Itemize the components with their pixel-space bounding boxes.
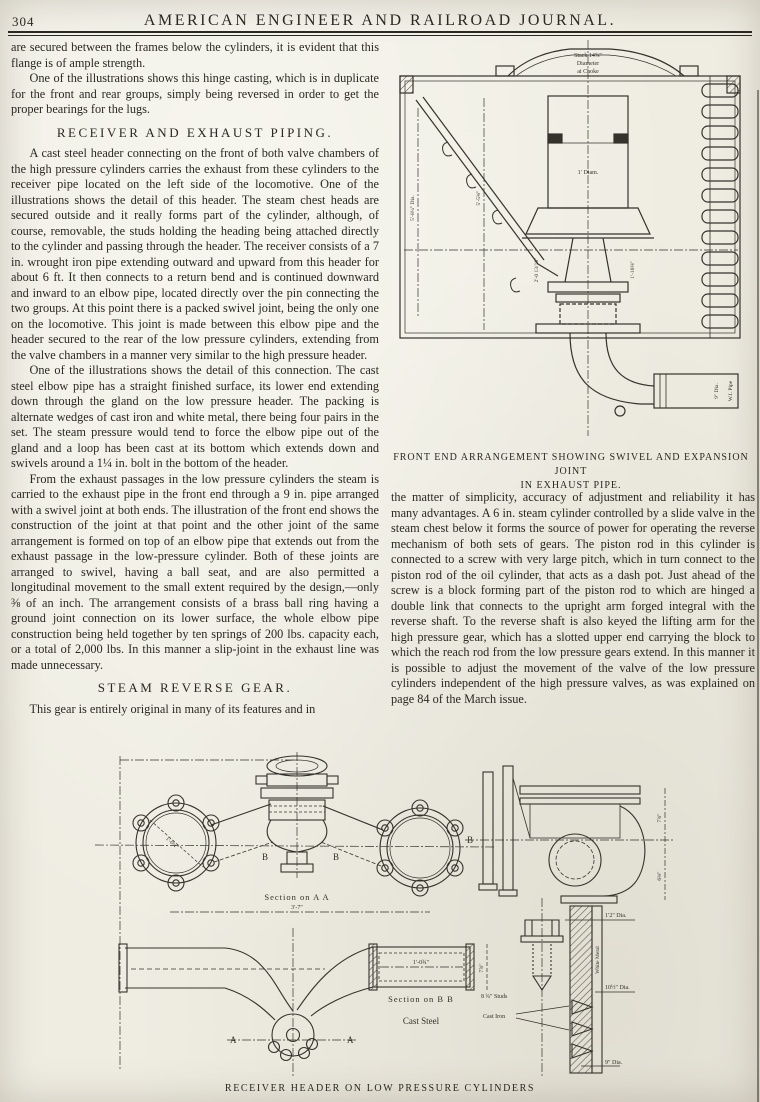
receiver-header-figure xyxy=(75,748,760,1080)
section-aa-label: Section on A A xyxy=(264,892,330,902)
journal-title: AMERICAN ENGINEER AND RAILROAD JOURNAL. xyxy=(143,12,617,29)
right-column xyxy=(391,490,755,707)
caption-line2: IN EXHAUST PIPE. xyxy=(520,480,622,491)
inner-pipe-diameter-label: 1′ Diam. xyxy=(577,170,599,176)
dim-a-label: 2′-0 13/16″ xyxy=(534,257,540,283)
receiver-header-figure-caption: RECEIVER HEADER ON LOW PRESSURE CYLINDERS xyxy=(224,1083,536,1094)
front-end-figure-caption xyxy=(385,451,757,493)
dim-b-label: 1′-10⅝″ xyxy=(630,261,636,279)
dim-height-label: 5′-5⅝″ xyxy=(476,190,482,206)
stack-label-line1: Stack 14⅝″ xyxy=(574,53,602,59)
front-end-figure xyxy=(388,38,756,446)
dim-11-label: 11″ xyxy=(618,134,624,142)
caption-line1: FRONT END ARRANGEMENT SHOWING SWIVEL AND EXPANSION JOINT xyxy=(393,452,749,477)
paragraph: are secured between the frames below the cylinders, it is evident that this flange is of ample strength. xyxy=(11,40,379,70)
section-heading-reverse-gear: STEAM REVERSE GEAR. xyxy=(97,680,293,695)
wi-pipe-label: W.I. Pipe xyxy=(728,380,734,402)
elevation-a-left-label: A xyxy=(230,1035,237,1045)
page-header xyxy=(0,6,760,34)
paragraph: This gear is entirely original in many of its features and in xyxy=(29,701,316,716)
cast-iron-label: Cast Iron xyxy=(483,1014,506,1020)
paragraph: A cast steel header connecting on the front of both valve chambers of the high pressure cylinders carries the exhaust from these cylinders to the receiver pipe located on the left side of the locomotive. One of the illustrations shows the detail of this header. The steam chest heads are secured outside and it really forms part of the cylinder, although, of course, removable, the studs holding the heading being attached directly to the cylinder and passing through the header. The receiver consists of a 7 in. wrought iron pipe extending outward and upward from this header for about 6 ft. It then connects to a return bend and is continued downward and inward to an elbow pipe, located directly over the pin connecting the two groups. At this point there is a packed swivel joint, being the only one on the locomotive. This joint is made between this elbow pipe and the header secured to the rear of the low pressure cylinders, extending from the valve chambers in a manner very similar to the high pressure header. xyxy=(11,146,379,362)
stack-label-line3: at Choke xyxy=(577,69,599,75)
section-heading-receiver: RECEIVER AND EXHAUST PIPING. xyxy=(56,124,334,140)
stack-label-line2: Diameter xyxy=(576,61,600,67)
cast-steel-label: Cast Steel xyxy=(402,1016,440,1026)
header-rule xyxy=(8,31,752,36)
section-bb-label: Section on B B xyxy=(388,994,454,1004)
white-metal-label: White Metal xyxy=(595,946,601,974)
paragraph: One of the illustrations shows the detail of this connection. The cast steel elbow pipe has a straight finished surface, its lower end extending down through the gland on the low pressure header. The packing is alternate wedges of cast iron and white metal, there being four pairs in the set. The steam pressure would tend to force the elbow pipe out of the gland and a loop has been cast at its bottom which extends down and swivels around a 1¼ in. bolt in the bottom of the header. xyxy=(11,363,379,470)
paragraph: From the exhaust passages in the low pressure cylinders the steam is carried to the exhaust pipe in the front end through a 9 in. pipe arranged with a swivel joint at both ends. The illustration of the front end shows the construction of the joint at that point and the other joint of the same arrangement is formed on top of an elbow pipe that extends out from the exhaust passage in the low-pressure cylinder. Both of these joints are arranged to swivel, having a ball seat, and are also permitted a longitudinal movement to the small extent required by the design,—only ⅜ of an inch. The arrangement consists of a brass ball ring having a ground joint connection on its lower surface, the whole elbow pipe construction being held together by ten springs of 200 lbs. capacity each, or a total of 2,000 lbs. In this manner a slip-joint in the exhaust line was made unnecessary. xyxy=(11,471,379,672)
dim-6-label: 6⅝″ xyxy=(657,871,663,881)
side-b-label: B xyxy=(467,835,474,845)
dia-9-label: 9″ Dia. xyxy=(605,1060,623,1066)
elevation-a-right-label: A xyxy=(347,1035,354,1045)
dia-10-label: 10½″ Dia. xyxy=(605,985,630,991)
plan-b-right-label: B xyxy=(333,852,340,862)
left-column xyxy=(11,40,379,717)
dim-left-dia-label: 5′-8¼″ Dia. xyxy=(410,195,416,221)
plan-b-left-label: B xyxy=(262,852,269,862)
page-number: 304 xyxy=(12,14,35,29)
pipe-dia-label: 9″ Dia. xyxy=(714,383,720,399)
paragraph: One of the illustrations shows this hinge casting, which is in duplicate for the front and rear groups, simply being reversed in order to get the proper bearings for the lugs. xyxy=(11,71,379,116)
studs-label: 8 ¾″ Studs xyxy=(481,994,508,1000)
dim-7-detail-label: 7⅞″ xyxy=(479,963,485,973)
paragraph: the matter of simplicity, accuracy of adjustment and reliability it has many advantages. A 6 in. steam cylinder controlled by a slide valve in the steam chest below it forms the source of power for operating the reverse mechanism of both sets of gears. The piston rod in this cylinder is connected to a screw with very large pitch, which in turn connect to the piston rod of the oil cylinder, that acts as a dash pot. Just ahead of the screw is a block forming part of the piston rod to which are hinged a double link that connects to the upright arm forged integral with the reverse shaft. To the reverse shaft is also keyed the lifting arm for the high pressure gear, which has a slotted upper end carrying the block to which the reach rod from the low pressure gears extend. In this manner it is possible to adjust the movement of the valve of the low pressure cylinders independent of the high pressure valves, as was explained on page 84 of the March issue. xyxy=(391,490,755,706)
dia-14-label: 1′2″ Dia. xyxy=(605,913,627,919)
dim-37-label: 3′-7″ xyxy=(291,905,303,911)
dim-7-side-label: 7⅞″ xyxy=(657,813,663,823)
dim-1034-label: 1′-0¾″ xyxy=(412,960,430,966)
dim-1014-label: 1′-0¼″ xyxy=(164,836,180,851)
